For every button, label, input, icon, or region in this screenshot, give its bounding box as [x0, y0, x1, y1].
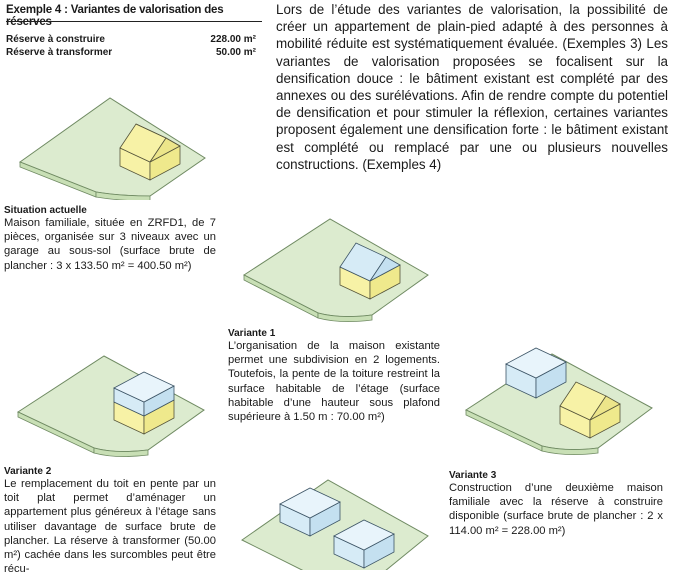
- intro-paragraph: Lors de l’étude des variantes de valorisation, la possibilité de créer un appartement de plain-pied adapté à des personnes à mobilité réduite est systématiquement évaluée. (Exemples 3) Les variantes de valorisation proposées se focalisent sur la densification douce : le bâtiment existant est complété par des annexes ou des surélévations. Afin de rendre compte du potentiel de densification et pour stimuler la réflexion, certaines variantes proposent également une densification forte : le bâtiment existant est complété ou remplacé par une ou plusieurs nouvelles constructions. (Exemples 4): [276, 2, 668, 172]
- reserve-value: 50.00 m²: [215, 47, 256, 58]
- variante2-diagram: [0, 342, 225, 460]
- variante3-diagram: [452, 342, 678, 460]
- reserve-row-construire: [6, 34, 256, 45]
- caption-text: Construction d’une deuxième maison familiale avec la réserve à construire disponible (surface brute de plancher : 2 x 114.00 m² = 228.00 m²): [449, 482, 663, 537]
- caption-title: Variante 2: [4, 466, 52, 477]
- reserve-label: Réserve à transformer: [6, 47, 113, 58]
- caption-title: Variante 1: [228, 328, 276, 339]
- variante4-diagram: [228, 470, 443, 570]
- example-title: Exemple 4 : Variantes de valorisation des réserves: [6, 4, 224, 28]
- caption-variante1: [228, 328, 440, 424]
- caption-text: Maison familiale, située en ZRFD1, de 7 pièces, organisée sur 3 niveaux avec un garage au sous-sol (surface brute de plancher : 3 x 133.50 m² = 400.50 m²): [4, 217, 216, 272]
- variante1-diagram: [228, 205, 443, 325]
- caption-text: Le remplacement du toit en pente par un toit plat permet d’aménager un appartement plus généreux à l’étage sans utiliser davantage de surface brute de plancher. La réserve à transformer (50.00 m²) cachée dans les surcombles peut être récu-: [4, 478, 216, 576]
- caption-title: Variante 3: [449, 470, 497, 481]
- reserve-row-transformer: [6, 47, 256, 58]
- situation-diagram: [0, 70, 230, 200]
- reserve-label: Réserve à construire: [6, 34, 105, 45]
- reserve-value: 228.00 m²: [210, 34, 256, 45]
- caption-variante3: [449, 470, 663, 538]
- title-rule: [6, 21, 262, 22]
- caption-title: Situation actuelle: [4, 205, 87, 216]
- caption-text: L’organisation de la maison existante permet une subdivision en 2 logements. Toutefois, la pente de la toiture restreint la surface habitable de l’étage (surface habitable d’une hauteur sous plafond supérieure à 1.50 m : 70.00 m²): [228, 340, 440, 424]
- caption-situation: [4, 205, 216, 273]
- caption-variante2: [4, 466, 216, 576]
